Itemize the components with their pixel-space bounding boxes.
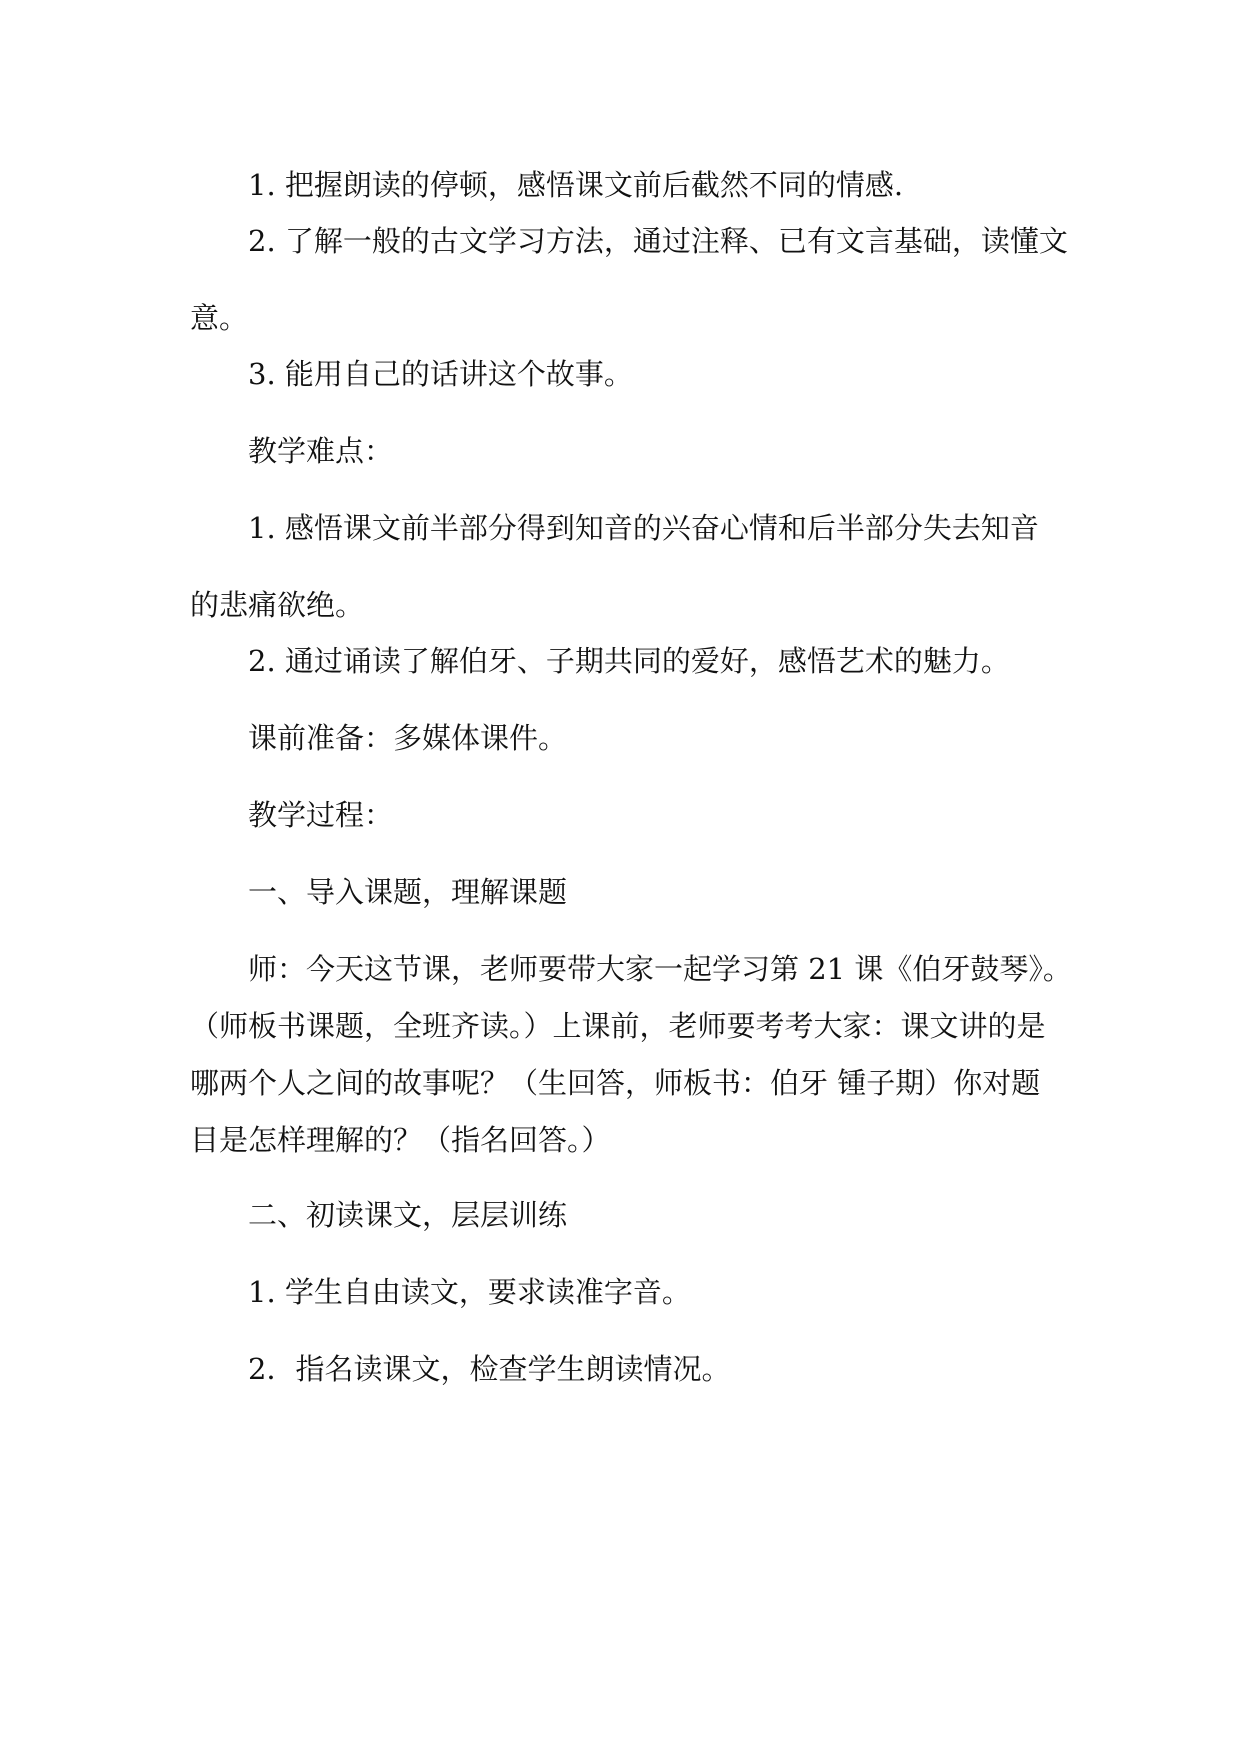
text-line: 1. 把握朗读的停顿，感悟课文前后截然不同的情感. xyxy=(248,168,904,202)
step-2-heading xyxy=(190,1194,1060,1236)
section-heading-difficulties xyxy=(190,430,1060,472)
text-line: 3. 能用自己的话讲这个故事。 xyxy=(248,357,633,391)
text-line: 目是怎样理解的？（指名回答。） xyxy=(190,1123,611,1157)
text-line: 1. 学生自由读文，要求读准字音。 xyxy=(248,1275,691,1309)
step-2-item-1 xyxy=(190,1271,1060,1313)
text-line: 哪两个人之间的故事呢？（生回答，师板书：伯牙 锺子期）你对题 xyxy=(190,1066,1041,1100)
objective-2 xyxy=(190,220,1068,339)
difficulty-2 xyxy=(190,640,1060,682)
text-line: 教学难点： xyxy=(248,434,394,468)
step-2-item-2 xyxy=(190,1348,1060,1390)
text-line: 2. 了解一般的古文学习方法，通过注释、已有文言基础，读懂文 xyxy=(248,224,1068,258)
text-line: 一、导入课题，理解课题 xyxy=(248,875,568,909)
objective-1 xyxy=(190,164,1060,206)
text-line: 2．指名读课文，检查学生朗读情况。 xyxy=(248,1352,731,1386)
text-line: 二、初读课文，层层训练 xyxy=(248,1198,568,1232)
text-line: 意。 xyxy=(190,301,249,335)
text-line: （师板书课题，全班齐读。）上课前，老师要考考大家：课文讲的是 xyxy=(190,1009,1046,1043)
text-line: 师：今天这节课，老师要带大家一起学习第 21 课《伯牙鼓琴》。 xyxy=(248,952,1072,986)
difficulty-1 xyxy=(190,507,1060,626)
text-line: 2. 通过诵读了解伯牙、子期共同的爱好，感悟艺术的魅力。 xyxy=(248,644,1010,678)
text-line: 1. 感悟课文前半部分得到知音的兴奋心情和后半部分失去知音 xyxy=(248,511,1039,545)
step-1-heading xyxy=(190,871,1060,913)
section-heading-process xyxy=(190,794,1060,836)
objective-3 xyxy=(190,353,1060,395)
text-line: 课前准备：多媒体课件。 xyxy=(248,721,568,755)
text-line: 的悲痛欲绝。 xyxy=(190,588,365,622)
teacher-intro-paragraph xyxy=(190,948,1072,1161)
preparation xyxy=(190,717,1060,759)
text-line: 教学过程： xyxy=(248,798,394,832)
